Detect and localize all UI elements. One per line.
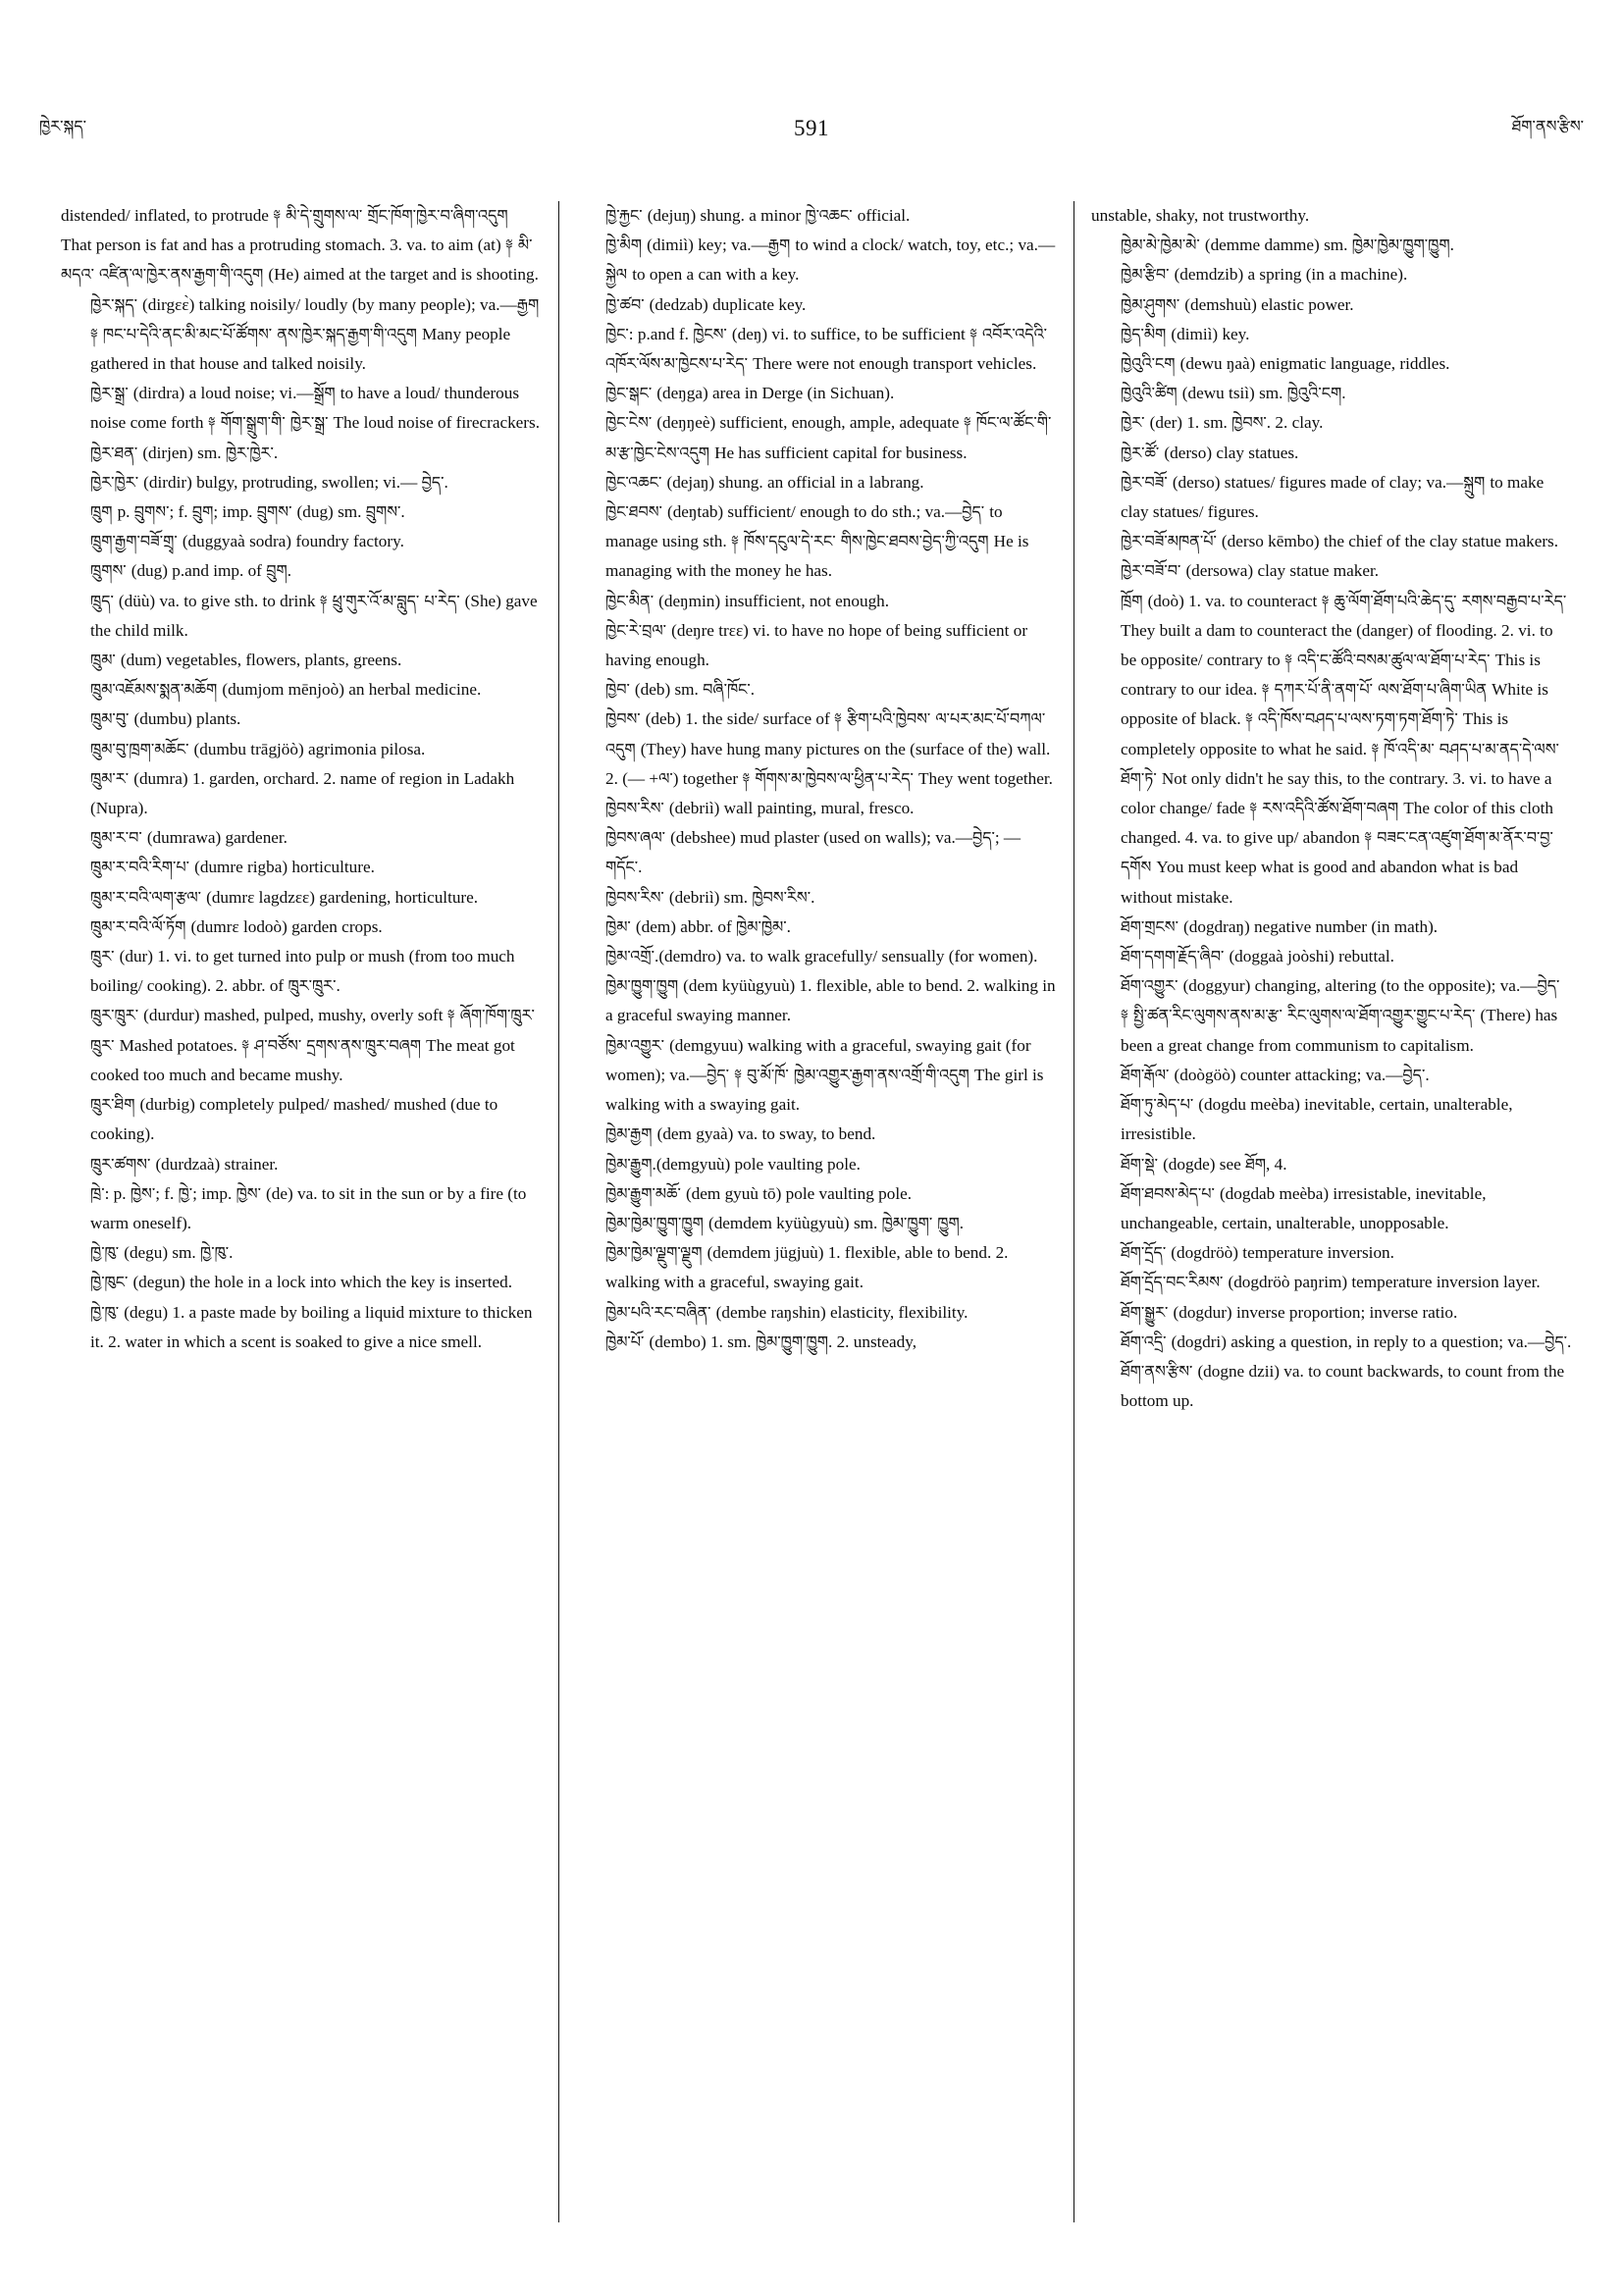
- tibetan-text: སྒྲོག: [313, 384, 340, 403]
- tibetan-text: ཁྱེམ་པོ་: [605, 1331, 650, 1351]
- tibetan-text: ཐོག་སྒྱུར་: [1121, 1302, 1174, 1322]
- dictionary-entry: ཐོག་འདྲི་ (dogdri) asking a question, in reply to a question; va.—བྱེད་.: [1121, 1331, 1572, 1351]
- tibetan-text: ཁྲུམ་: [90, 651, 121, 670]
- dictionary-entry: ཁྱེང་རེ་བྲལ་ (deŋre trɛɛ) vi. to have no hope of being sufficient or having enough.: [605, 620, 1028, 670]
- tibetan-text: ཁྱེམ་རྒྱུག་མཆོ་: [605, 1183, 686, 1203]
- tibetan-text: ཁྱེར་ཐན་: [90, 443, 143, 462]
- dictionary-entry: ཁྱེར་ཐན་ (dirjen) sm. ཁྱེར་ཁྱེར་.: [90, 443, 279, 462]
- tibetan-text: ཁྲུམ་ར་བའི་རིག་པ་: [90, 858, 195, 877]
- column-container: [61, 201, 1572, 2222]
- tibetan-text: ༈ གོགས་མ་ཁྱེབས་ལ་ཕྱིན་པ་རེད་: [742, 768, 918, 788]
- tibetan-text: ཁྱེང་ངེས་: [605, 413, 657, 433]
- entry-continuation: unstable, shaky, not trustworthy.: [1091, 206, 1310, 225]
- dictionary-entry: ཁྲུམ་ར་བའི་ལོ་ཏོག (dumrɛ lodoò) garden crops.: [90, 916, 383, 936]
- dictionary-entry: ཐོག་ཐབས་མེད་པ་ (dogdab meèba) irresistable, inevitable, unchangeable, certain, unalterable, unopposable.: [1121, 1183, 1487, 1232]
- dictionary-entry: ཁྲུམ་ར་བའི་རིག་པ་ (dumre rigba) horticulture.: [90, 858, 375, 877]
- tibetan-text: བྱེད་: [1402, 1065, 1426, 1084]
- running-head-left: ཁྱེར་སྐད་: [39, 117, 86, 135]
- tibetan-text: ༈ མི་མདའ་ འཛིན་ལ་ཁྱེར་ནས་རྒྱག་གི་འདུག: [61, 235, 533, 285]
- dictionary-entry: ཁྱེམ་ཁྱུག་ཁྱུག (dem kyüùgyuù) 1. flexible, able to bend. 2. walking in a graceful swaying manner.: [605, 976, 1056, 1025]
- tibetan-text: ཁྱེད་མིག: [1121, 324, 1172, 343]
- dictionary-entry: ཁྱེར་བཟོ་ (derso) statues/ figures made of clay; va.—སྐྲུག to make clay statues/ figures.: [1121, 472, 1544, 522]
- tibetan-text: ཁྱེམ་རྩིབ་: [1121, 265, 1175, 285]
- entry-list-3: [1091, 201, 1572, 1416]
- tibetan-text: ཁྱེམ་ཁྱེམ་ལྗུག་ལྗུག: [605, 1243, 707, 1263]
- dictionary-entry: ཁྱེམ་པོ་ (dembo) 1. sm. ཁྱེམ་ཁྱུག་ཁྱུག. 2. unsteady,: [605, 1331, 917, 1351]
- dictionary-entry: ཁྱེ་ཁུ་ (degu) sm. ཁྱེ་ཁུ་.: [90, 1243, 234, 1263]
- dictionary-entry: ཁྲུམ་ (dum) vegetables, flowers, plants, greens.: [90, 651, 402, 670]
- tibetan-text: བྱེད་: [1544, 1331, 1567, 1351]
- tibetan-text: ཁྱེབས་རིས་: [605, 799, 669, 818]
- tibetan-text: ཁྱེང་སྒང་: [605, 384, 657, 403]
- dictionary-entry: ཁྱེར་བཟོ་མཁན་པོ་ (derso kēmbo) the chief of the clay statue makers.: [1121, 532, 1559, 551]
- tibetan-text: ཁྱེ་: [178, 1183, 193, 1203]
- entry-list-1: [61, 201, 542, 1357]
- dictionary-entry: ཐོག་ནས་རྩིས་ (dogne dzii) va. to count backwards, to count from the bottom up.: [1121, 1361, 1565, 1411]
- tibetan-text: ཁྱེམ་ཁྱུག་ ཁྱུག: [881, 1213, 960, 1232]
- entry-list-2: [576, 201, 1057, 1357]
- tibetan-text: ཁྱེང་མིན་: [605, 591, 659, 610]
- tibetan-text: ཁྱེམ་འགྲོ་: [605, 947, 655, 966]
- dictionary-entry: ཁྱེམ་རྒྱུག.(demgyuù) pole vaulting pole.: [605, 1154, 861, 1174]
- tibetan-text: སྐྲུག: [1463, 472, 1491, 492]
- tibetan-text: ཁྲུམ་འཇོམས་སྨན་མཆོག: [90, 680, 223, 700]
- tibetan-text: ༈ འདི་ང་ཚོའི་བསམ་ཚུལ་ལ་ཐོག་པ་རེད་: [1284, 651, 1495, 670]
- dictionary-entry: ཁྲུམ་ར་ (dumra) 1. garden, orchard. 2. name of region in Ladakh (Nupra).: [90, 768, 515, 818]
- tibetan-text: ཁྱེམ་མེ་ཁྱེམ་མེ་: [1121, 235, 1205, 255]
- dictionary-entry: ཁྱེད་མིག (dimiì) key.: [1121, 324, 1250, 343]
- tibetan-text: ཐོག་དྲོད་: [1121, 1243, 1172, 1263]
- tibetan-text: རྒྱག ༈ ཁང་པ་དེའི་ནང་མི་མང་པོ་ཚོགས་ ནས་ཁྱེར་སྐད་རྒྱག་གི་འདུག: [90, 294, 540, 343]
- tibetan-text: བྱེད་ ༈ བུ་མོ་ཁོ་ ཁྱེམ་འགྱུར་རྒྱག་ནས་འགྲོ་གི་འདུག: [707, 1065, 974, 1084]
- dictionary-entry: ཁྱེར་སྒྲ་ (dirdra) a loud noise; vi.—སྒྲོག to have a loud/ thunderous noise come forth ༈ གོག་སྒྲུག་གི་ ཁྱེར་སྒྲ་ The loud noise of firecrackers.: [90, 384, 541, 433]
- vertical-rule: [1073, 201, 1074, 2222]
- tibetan-text: ཁྱེངས་: [693, 324, 732, 343]
- tibetan-text: ཁྲུར་ཐིག: [90, 1095, 140, 1115]
- tibetan-text: ཁྲེ་: [90, 1183, 105, 1203]
- tibetan-text: ཁྲུམ་བུ་: [90, 709, 134, 729]
- tibetan-text: ཁྲུར་ཁྲུར་: [90, 1006, 144, 1025]
- tibetan-text: ཁྲུག་རྒྱག་བཟོ་གྲྭ་: [90, 532, 183, 551]
- dictionary-entry: ཁྱེང་ཐབས་ (deŋtab) sufficient/ enough to do sth.; va.—བྱེད་ to manage using sth. ༈ ཁོས་དངུལ་དེ་རང་ གིས་ཁྱེང་ཐབས་བྱེད་ཀྱི་འདུག He is managing with the money he has.: [605, 502, 1029, 581]
- dictionary-entry: ཁྱེམ་ཁྱེམ་ཁྱུག་ཁྱུག (demdem kyüùgyuù) sm. ཁྱེམ་ཁྱུག་ ཁྱུག.: [605, 1213, 965, 1232]
- dictionary-entry: ཁྲུམ་འཇོམས་སྨན་མཆོག (dumjom mēnjoò) an herbal medicine.: [90, 680, 482, 700]
- tibetan-text: ཁྱེང་ཐབས་: [605, 502, 667, 522]
- tibetan-text: ཁྱེང་འཆང་: [605, 472, 667, 492]
- tibetan-text: ཐོག་འགྱུར་: [1121, 976, 1183, 996]
- tibetan-text: ཁྱེར་: [1121, 413, 1150, 433]
- tibetan-text: ཁྱེ་རྐྱང་: [605, 206, 648, 225]
- tibetan-text: ཁྱེབས་རིས་: [752, 887, 812, 907]
- dictionary-entry: ཁྱེང་: p.and f. ཁྱེངས་ (deŋ) vi. to suffice, to be sufficient ༈ འབོར་འདེའི་འཁོར་ལོས་མ་ཁྱེངས་པ་རེད་ There were not enough transport vehicles.: [605, 324, 1048, 374]
- tibetan-text: ཁྱེ་ཁུང་: [90, 1273, 133, 1292]
- dictionary-entry: ཁྲུམ་ར་བའི་ལག་རྩལ་ (dumrɛ lagdzɛɛ) gardening, horticulture.: [90, 887, 479, 907]
- dictionary-entry: ཐོག་དྲོད་བང་རིམས་ (dogdröò paŋrim) temperature inversion layer.: [1121, 1273, 1541, 1292]
- tibetan-text: ཁྲུར་ཁྲུར་: [288, 976, 337, 996]
- tibetan-text: ཁྱེ་ཁུ་: [200, 1243, 230, 1263]
- dictionary-entry: ཁྱེ་ཚབ་ (dedzab) duplicate key.: [605, 294, 807, 314]
- tibetan-text: བྱེད་: [971, 828, 995, 848]
- tibetan-text: ཁྲུར་: [90, 947, 120, 966]
- running-head-right: ཐོག་ནས་རྩིས་: [1511, 117, 1584, 135]
- dictionary-entry: ཁྲུག་རྒྱག་བཟོ་གྲྭ་ (duggyaà sodra) foundry factory.: [90, 532, 404, 551]
- dictionary-entry: ཁྲེ་: p. ཁྱེས་; f. ཁྱེ་; imp. ཁྱེས་ (de) va. to sit in the sun or by a fire (to warm oneself).: [90, 1183, 527, 1232]
- tibetan-text: ཁྲུགས་: [90, 561, 131, 581]
- dictionary-entry: ཐོག་རྒོལ་ (doògöò) counter attacking; va.—བྱེད་.: [1121, 1065, 1430, 1084]
- dictionary-entry: ཁྱེབ་ (deb) sm. བཞི་ཁོང་.: [605, 680, 756, 700]
- dictionary-entry: ཁྲུར་ཚགས་ (durdzaà) strainer.: [90, 1154, 279, 1174]
- dictionary-entry: ཐོག་དགག་རྗོད་ཞིབ་ (doggaà joòshi) rebuttal.: [1121, 947, 1394, 966]
- dictionary-entry: ཁྱེར་ཁྱེར་ (dirdir) bulgy, protruding, swollen; vi.— བྱེད་.: [90, 472, 448, 492]
- dictionary-entry: ཁྱེ་ཁུང་ (degun) the hole in a lock into which the key is inserted.: [90, 1273, 513, 1292]
- tibetan-text: ཁྱེམ་ཤུགས་: [1121, 294, 1185, 314]
- text-column-3: [1091, 201, 1572, 2222]
- dictionary-entry: ཁྱེབས་ཞལ་ (debshee) mud plaster (used on walls); va.—བྱེད་; —གདོང་.: [605, 828, 1021, 877]
- tibetan-text: ཁྲུམ་ར་: [90, 768, 134, 788]
- tibetan-text: ༈ ཆུ་ལོག་ཐོག་པའི་ཆེད་དུ་ རགས་བརྒྱབ་པ་རེད་: [1321, 591, 1567, 610]
- tibetan-text: ཁྲུམ་ར་བའི་ལོ་ཏོག: [90, 916, 191, 936]
- tibetan-text: བཞི་ཁོང་: [703, 680, 751, 700]
- dictionary-entry: ཁྲུགས་ (dug) p.and imp. of བྲུག.: [90, 561, 292, 581]
- tibetan-text: ཁྱེམ་རྒྱུག: [605, 1154, 653, 1174]
- dictionary-entry: ཁྲུར་ (dur) 1. vi. to get turned into pulp or mush (from too much boiling/ cooking). 2. abbr. of ཁྲུར་ཁྲུར་.: [90, 947, 515, 996]
- tibetan-text: ཁྲོག: [1121, 591, 1148, 610]
- tibetan-text: ལ་: [658, 768, 673, 788]
- tibetan-text: ཐོག་ཏུ་མེད་པ་: [1121, 1095, 1199, 1115]
- dictionary-entry: ཁྱེར་ཚོ་ (derso) clay statues.: [1121, 443, 1299, 462]
- dictionary-entry: ཁྱེམ་མེ་ཁྱེམ་མེ་ (demme damme) sm. ཁྱེམ་ཁྱེམ་ཁྱུག་ཁྱུག.: [1121, 235, 1454, 255]
- tibetan-text: བྲུགས་: [365, 502, 401, 522]
- tibetan-text: ཁྱེམ་རྒྱག: [605, 1124, 657, 1144]
- tibetan-text: ཁྱེམ་པའི་རང་བཞིན་: [605, 1302, 716, 1322]
- dictionary-entry: ཁྱེབས་རིས་ (debriì) wall painting, mural, fresco.: [605, 799, 915, 818]
- dictionary-entry: ཁྱེང་འཆང་ (dejaŋ) shung. an official in a labrang.: [605, 472, 924, 492]
- dictionary-entry: ཁྲུར་ཐིག (durbig) completely pulped/ mashed/ mushed (due to cooking).: [90, 1095, 498, 1144]
- tibetan-text: ༈ ཁོང་ལ་ཚོང་གི་མ་རྩ་ཁྱེང་ངེས་འདུག: [605, 413, 1052, 462]
- tibetan-text: ཁྲུམ་ར་བ་: [90, 828, 147, 848]
- dictionary-entry: ཁྱེམ་པའི་རང་བཞིན་ (dembe raŋshin) elasticity, flexibility.: [605, 1302, 969, 1322]
- tibetan-text: ཁྱེབས་རིས་: [605, 887, 669, 907]
- dictionary-entry: ཐོག་སྡེ་ (dogde) see ཐོག, 4.: [1121, 1154, 1287, 1174]
- dictionary-entry: ཁྱེའུའི་ངག (dewu ŋaà) enigmatic language, riddles.: [1121, 354, 1450, 374]
- tibetan-text: ཁྱེམ་: [605, 916, 636, 936]
- dictionary-entry: ཁྲུམ་བུ་ཁྲག་མཆོང་ (dumbu trāgjöò) agrimonia pilosa.: [90, 739, 426, 758]
- dictionary-entry: ཁྱེར་སྐད་ (dirgɛɛ̀) talking noisily/ loudly (by many people); va.—རྒྱག ༈ ཁང་པ་དེའི་ནང་མི་མང་པོ་ཚོགས་ ནས་ཁྱེར་སྐད་རྒྱག་གི་འདུག Many people gathered in that house and talked noisily.: [90, 294, 540, 374]
- tibetan-text: ཁྱེར་སྒྲ་: [90, 384, 133, 403]
- tibetan-text: ཁྱེང་རེ་བྲལ་: [605, 620, 672, 640]
- tibetan-text: ཁྱེབས་ཞལ་: [605, 828, 671, 848]
- dictionary-entry: ཁྱེམ་རྒྱག (dem gyaà) va. to sway, to bend.: [605, 1124, 876, 1144]
- tibetan-text: ཁྱེམ་ཁྱེམ་ཁྱུག་ཁྱུག: [605, 1213, 708, 1232]
- tibetan-text: ཐོག: [1245, 1154, 1266, 1174]
- tibetan-text: ཁྱེ་ཚབ་: [605, 294, 650, 314]
- tibetan-text: ཐོག་ཐབས་མེད་པ་: [1121, 1183, 1220, 1203]
- tibetan-text: ཁྱེ་ཁུ་: [90, 1302, 125, 1322]
- column-divider-2: [1057, 201, 1091, 2222]
- tibetan-text: བྲུགས་: [256, 502, 297, 522]
- dictionary-entry: ཁྲུག p. བྲུགས་; f. བྲུག; imp. བྲུགས་ (dug) sm. བྲུགས་.: [90, 502, 405, 522]
- tibetan-text: བྱེད་: [962, 502, 990, 522]
- dictionary-entry: ཁྱེམ་ཁྱེམ་ལྗུག་ལྗུག (demdem jügjuù) 1. flexible, able to bend. 2. walking with a graceful, swaying gait.: [605, 1243, 1009, 1292]
- tibetan-text: ༈ གོག་སྒྲུག་གི་ ཁྱེར་སྒྲ་: [207, 413, 334, 433]
- tibetan-text: ཐོག་ནས་རྩིས་: [1121, 1361, 1198, 1381]
- dictionary-entry: ཁྱེ་མིག (dimiì) key; va.—རྒྱག to wind a clock/ watch, toy, etc.; va.—སྐྱེལ to open a can with a key.: [605, 235, 1056, 285]
- dictionary-entry: ཐོག་གྲངས་ (dogdraŋ) negative number (in math).: [1121, 916, 1439, 936]
- dictionary-entry: ཁྱེའུའི་ཚིག (dewu tsiì) sm. ཁྱེའུའི་ངག.: [1121, 384, 1346, 403]
- tibetan-text: ཁྱེར་ཁྱེར་: [225, 443, 274, 462]
- tibetan-text: ༈ རས་འདིའི་ཚོས་ཐོག་བཞག: [1249, 799, 1404, 818]
- tibetan-text: བྲུགས་: [133, 502, 170, 522]
- dictionary-entry: ཁྲུད་ (düù) va. to give sth. to drink ༈ ཕྲུ་གུར་འོ་མ་བླུད་ པ་རེད་ (She) gave the child milk.: [90, 591, 538, 640]
- dictionary-entry: ཁྱེམ་འགྱུར་ (demgyuu) walking with a graceful, swaying gait (for women); va.—བྱེད་ ༈ བུ་མོ་ཁོ་ ཁྱེམ་འགྱུར་རྒྱག་ནས་འགྲོ་གི་འདུག The girl is walking with a swaying gait.: [605, 1035, 1044, 1115]
- dictionary-entry: ཁྱེམ་རྩིབ་ (demdzib) a spring (in a machine).: [1121, 265, 1408, 285]
- tibetan-text: ཁྲུར་ཚགས་: [90, 1154, 156, 1174]
- dictionary-entry: ཁྱེར་ (der) 1. sm. ཁྱེབས་. 2. clay.: [1121, 413, 1324, 433]
- dictionary-entry: ཁྲུར་ཁྲུར་ (durdur) mashed, pulped, mushy, overly soft ༈ ཞོག་ཁོག་ཁྲུར་ཁྲུར་ Mashed potatoes. ༈ ཤ་བཙོས་ དྲགས་ནས་ཁྲུར་བཞག The meat got cooked too much and became mushy.: [90, 1006, 535, 1084]
- vertical-rule: [558, 201, 559, 2222]
- tibetan-text: ཁྱེམ་ཁྱུག་ཁྱུག: [755, 1331, 828, 1351]
- tibetan-text: ཁྱེའུའི་ངག: [1286, 384, 1342, 403]
- dictionary-entry: ཁྲོག (doò) 1. va. to counteract ༈ ཆུ་ལོག་ཐོག་པའི་ཆེད་དུ་ རགས་བརྒྱབ་པ་རེད་ They built a dam to counteract the (danger) of flooding. 2. vi. to be opposite/ contrary to ༈ འདི་ང་ཚོའི་བསམ་ཚུལ་ལ་ཐོག་པ་རེད་ This is contrary to our idea. ༈ དཀར་པོ་ནི་ནག་པོ་ ལས་ཐོག་པ་ཞིག་ཡིན White is opposite of black. ༈ འདི་ཁོས་བཤད་པ་ལས་ཏག་ཏག་ཐོག་ཏེ་ This is completely opposite to what he said. ༈ ཁོ་འདི་མ་ བཤད་པ་མ་ནད་དེ་ལས་ཐོག་ཏེ་ Not only didn't he say this, to the contrary. 3. vi. to have a color change/ fade ༈ རས་འདིའི་ཚོས་ཐོག་བཞག The color of this cloth changed. 4. va. to give up/ abandon ༈ བཟང་ངན་འཛུག་ཐོག་མ་ནོར་བ་བྱ་དགོས You must keep what is good and abandon what is bad without mistake.: [1121, 591, 1567, 907]
- tibetan-text: ཁྱེར་བཟོ་བ་: [1121, 561, 1186, 581]
- tibetan-text: གདོང་: [605, 858, 639, 877]
- dictionary-entry: ཁྱེར་བཟོ་བ་ (dersowa) clay statue maker.: [1121, 561, 1380, 581]
- column-divider-1: [542, 201, 576, 2222]
- dictionary-entry: ཐོག་སྒྱུར་ (dogdur) inverse proportion; inverse ratio.: [1121, 1302, 1458, 1322]
- running-head: [39, 116, 1584, 145]
- tibetan-text: ཁྱེར་སྐད་: [90, 294, 143, 314]
- entry-continuation: distended/ inflated, to protrude ༈ མི་དེ་གྲུགས་ལ་ གྲོང་ཁོག་ཁྱེར་བ་ཞིག་འདུག That person is fat and has a protruding stomach. 3. va. to aim (at) ༈ མི་མདའ་ འཛིན་ལ་ཁྱེར་ནས་རྒྱག་གི་འདུག (He) aimed at the target and is shooting.: [61, 206, 539, 285]
- dictionary-entry: ཁྱེང་ངེས་ (deŋŋeè) sufficient, enough, ample, adequate ༈ ཁོང་ལ་ཚོང་གི་མ་རྩ་ཁྱེང་ངེས་འདུག He has sufficient capital for business.: [605, 413, 1052, 462]
- tibetan-text: ༈ ཞོག་ཁོག་ཁྲུར་ཁྲུར་: [90, 1006, 535, 1055]
- tibetan-text: ཐོག་དགག་རྗོད་ཞིབ་: [1121, 947, 1230, 966]
- tibetan-text: ཁྱེ་ཁུ་: [90, 1243, 125, 1263]
- tibetan-text: ཁྱེབས་: [1231, 413, 1267, 433]
- dictionary-entry: ཁྱེམ་ཤུགས་ (demshuù) elastic power.: [1121, 294, 1354, 314]
- dictionary-entry: ཁྱེམ་འགྲོ་.(demdro) va. to walk gracefully/ sensually (for women).: [605, 947, 1038, 966]
- dictionary-entry: ཁྱེམ་ (dem) abbr. of ཁྱེམ་ཁྱེམ་.: [605, 916, 791, 936]
- tibetan-text: ཐོག་སྡེ་: [1121, 1154, 1164, 1174]
- tibetan-text: བྱེད་ ༈ སྤྱི་ཚན་རིང་ལུགས་ནས་མ་རྩ་ རིང་ལུགས་ལ་ཐོག་འགྱུར་གྱུང་པ་རེད་: [1121, 976, 1560, 1025]
- tibetan-text: ཐོག་གྲངས་: [1121, 916, 1184, 936]
- tibetan-text: ཁྱེ་འཆང་: [805, 206, 858, 225]
- tibetan-text: ཁྱེའུའི་ཚིག: [1121, 384, 1182, 403]
- tibetan-text: ཁྱེའུའི་ངག: [1121, 354, 1180, 374]
- dictionary-entry: ཁྱེམ་རྒྱུག་མཆོ་ (dem gyuù tō) pole vaulting pole.: [605, 1183, 913, 1203]
- tibetan-text: ཁྱེར་བཟོ་མཁན་པོ་: [1121, 532, 1222, 551]
- text-column-1: [61, 201, 542, 2222]
- tibetan-text: ཁྱེར་ཁྱེར་: [90, 472, 144, 492]
- tibetan-text: ཁྱེང་: [605, 324, 629, 343]
- tibetan-text: སྐྱེལ: [605, 265, 633, 285]
- dictionary-entry: ཐོག་དྲོད་ (dogdröò) temperature inversion.: [1121, 1243, 1394, 1263]
- tibetan-text: ཁྱེམ་ཁྱེམ་: [736, 916, 787, 936]
- tibetan-text: ༈ རྩིག་པའི་ཁྱེབས་ ལ་པར་མང་པོ་བཀལ་འདུག: [605, 709, 1046, 758]
- dictionary-entry: ཁྱེབས་ (deb) 1. the side/ surface of ༈ རྩིག་པའི་ཁྱེབས་ ལ་པར་མང་པོ་བཀལ་འདུག (They) have hung many pictures on the (surface of the) wall. 2. (— +ལ་) together ༈ གོགས་མ་ཁྱེབས་ལ་ཕྱིན་པ་རེད་ They went together.: [605, 709, 1053, 788]
- tibetan-text: ཁྱེབ་: [605, 680, 635, 700]
- tibetan-text: ཁྲུམ་བུ་ཁྲག་མཆོང་: [90, 739, 194, 758]
- tibetan-text: ཁྱེར་བཟོ་: [1121, 472, 1173, 492]
- dictionary-entry: ཐོག་ཏུ་མེད་པ་ (dogdu meèba) inevitable, certain, unalterable, irresistible.: [1121, 1095, 1513, 1144]
- tibetan-text: ཁྲུག: [90, 502, 118, 522]
- dictionary-entry: ཐོག་འགྱུར་ (doggyur) changing, altering (to the opposite); va.—བྱེད་ ༈ སྤྱི་ཚན་རིང་ལུགས་ནས་མ་རྩ་ རིང་ལུགས་ལ་ཐོག་འགྱུར་གྱུང་པ་རེད་ (There) has been a great change from communism to capitalism.: [1121, 976, 1560, 1055]
- dictionary-entry: ཁྲུམ་བུ་ (dumbu) plants.: [90, 709, 241, 729]
- dictionary-entry: ཁྱེང་མིན་ (deŋmin) insufficient, not enough.: [605, 591, 890, 610]
- tibetan-text: བྲུག: [266, 561, 288, 581]
- tibetan-text: ཁྱེམ་ཁྱུག་ཁྱུག: [605, 976, 684, 996]
- tibetan-text: རྒྱག: [767, 235, 796, 255]
- tibetan-text: ༈ ཁོས་དངུལ་དེ་རང་ གིས་ཁྱེང་ཐབས་བྱེད་ཀྱི་འདུག: [730, 532, 994, 551]
- tibetan-text: བྲུག: [191, 502, 214, 522]
- tibetan-text: ཁྱེབས་: [605, 709, 646, 729]
- page-number: 591: [794, 116, 829, 140]
- tibetan-text: ༈ བཟང་ངན་འཛུག་ཐོག་མ་ནོར་བ་བྱ་དགོས: [1121, 828, 1553, 877]
- dictionary-entry: ཁྱེང་སྒང་ (deŋga) area in Derge (in Sichuan).: [605, 384, 895, 403]
- tibetan-text: ༈ འབོར་འདེའི་འཁོར་ལོས་མ་ཁྱེངས་པ་རེད་: [605, 324, 1048, 374]
- dictionary-entry: ཁྱེ་རྐྱང་ (dejuŋ) shung. a minor ཁྱེ་འཆང་ official.: [605, 206, 911, 225]
- tibetan-text: ༈ ཁོ་འདི་མ་ བཤད་པ་མ་ནད་དེ་ལས་ཐོག་ཏེ་: [1121, 739, 1559, 788]
- tibetan-text: བྱེད་: [421, 472, 445, 492]
- tibetan-text: ཁྱེས་: [236, 1183, 267, 1203]
- tibetan-text: ༈ འདི་ཁོས་བཤད་པ་ལས་ཏག་ཏག་ཐོག་ཏེ་: [1244, 709, 1463, 729]
- tibetan-text: ཁྱེ་མིག: [605, 235, 648, 255]
- tibetan-text: ཁྱེས་: [130, 1183, 156, 1203]
- tibetan-text: ཐོག་དྲོད་བང་རིམས་: [1121, 1273, 1229, 1292]
- dictionary-entry: ཁྲུམ་ར་བ་ (dumrawa) gardener.: [90, 828, 288, 848]
- dictionary-entry: ཁྱེ་ཁུ་ (degu) 1. a paste made by boiling a liquid mixture to thicken it. 2. water in which a scent is soaked to give a nice smell.: [90, 1302, 533, 1351]
- tibetan-text: ཁྱེམ་ཁྱེམ་ཁྱུག་ཁྱུག: [1351, 235, 1450, 255]
- dictionary-entry: ཁྱེབས་རིས་ (debriì) sm. ཁྱེབས་རིས་.: [605, 887, 815, 907]
- text-column-2: [576, 201, 1057, 2222]
- tibetan-text: ཁྲུད་: [90, 591, 119, 610]
- tibetan-text: ཐོག་རྒོལ་: [1121, 1065, 1175, 1084]
- tibetan-text: ༈ ཕྲུ་གུར་འོ་མ་བླུད་ པ་རེད་: [319, 591, 465, 610]
- tibetan-text: ཁྱེམ་འགྱུར་: [605, 1035, 670, 1055]
- tibetan-text: ༈ དཀར་པོ་ནི་ནག་པོ་ ལས་ཐོག་པ་ཞིག་ཡིན: [1261, 680, 1492, 700]
- tibetan-text: ཐོག་འདྲི་: [1121, 1331, 1172, 1351]
- tibetan-text: ཁྱེར་ཚོ་: [1121, 443, 1165, 462]
- tibetan-text: ༈ མི་དེ་གྲུགས་ལ་ གྲོང་ཁོག་ཁྱེར་བ་ཞིག་འདུག: [273, 206, 508, 225]
- tibetan-text: ༈ ཤ་བཙོས་ དྲགས་ནས་ཁྲུར་བཞག: [241, 1035, 427, 1055]
- tibetan-text: ཁྲུམ་ར་བའི་ལག་རྩལ་: [90, 887, 207, 907]
